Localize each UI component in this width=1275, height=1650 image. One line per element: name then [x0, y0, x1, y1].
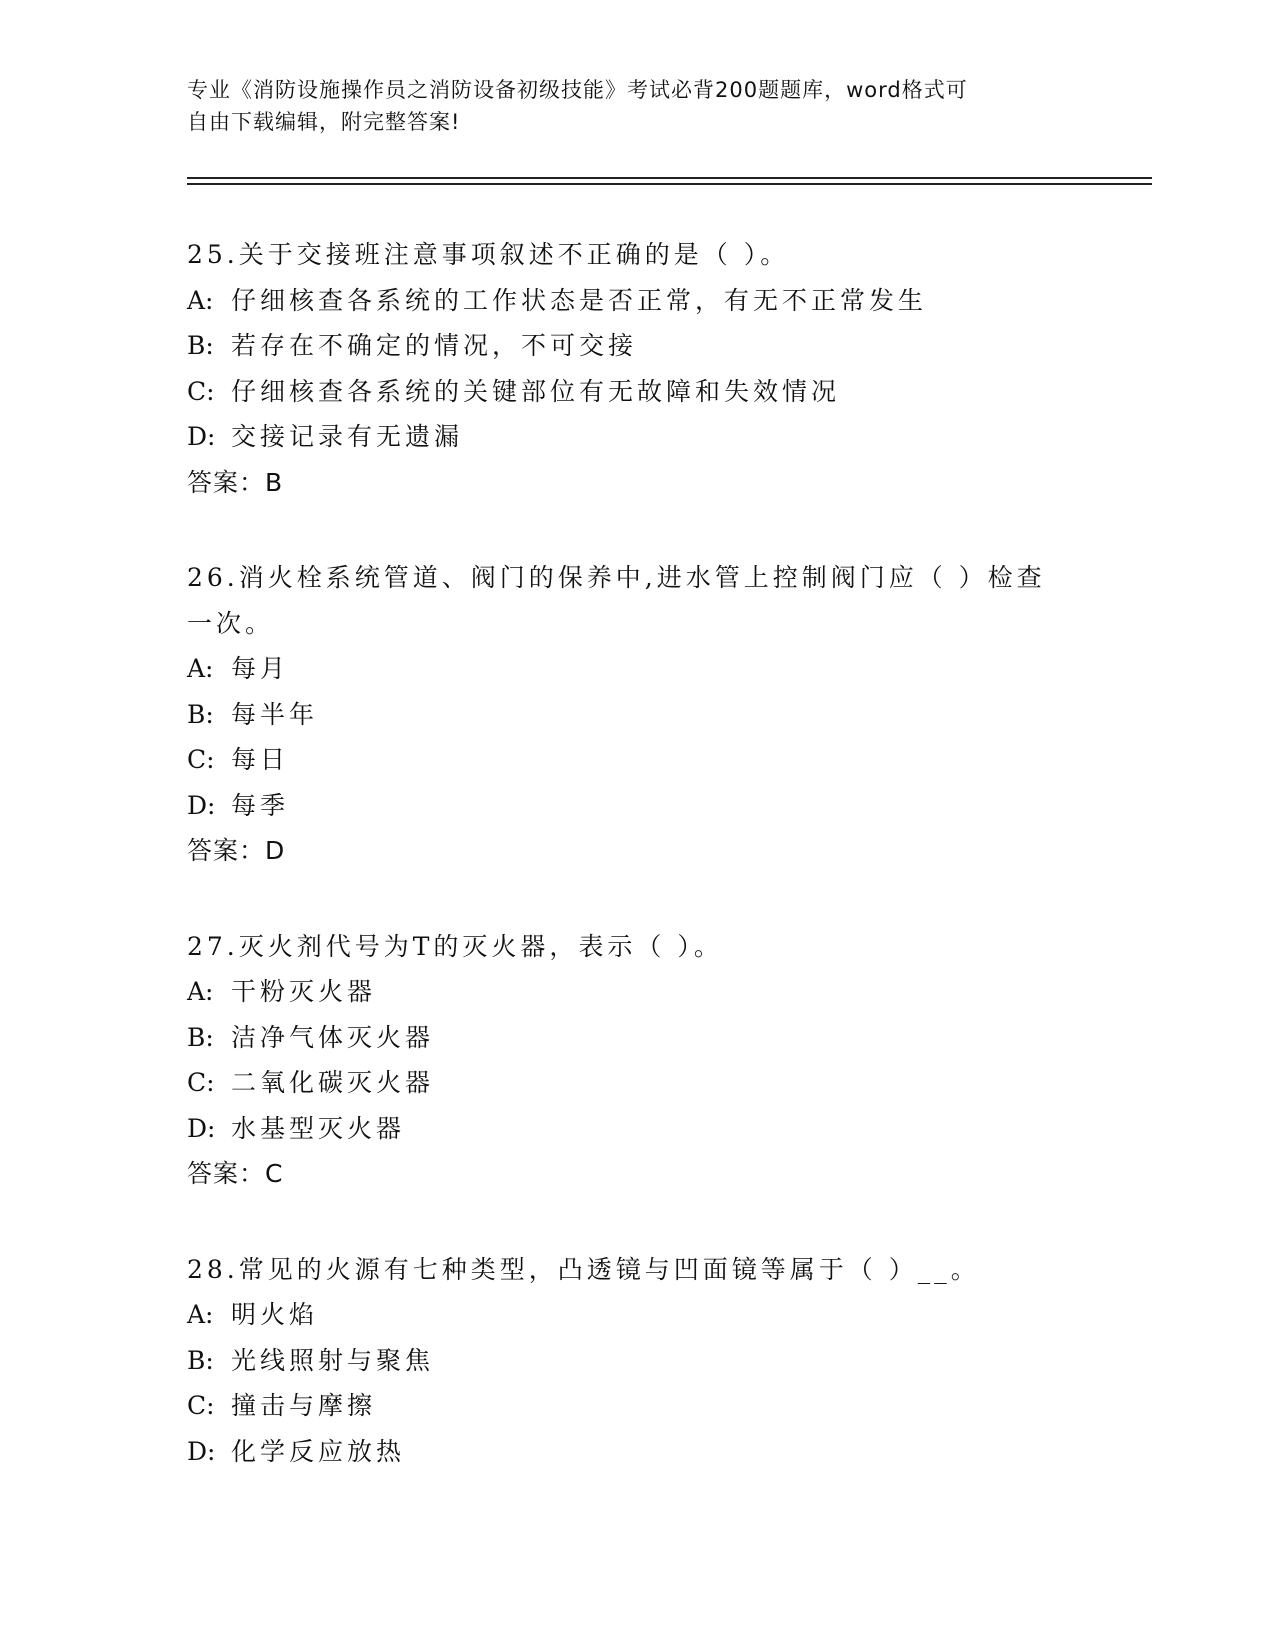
answer-option: [187, 323, 1087, 369]
option-text: 洁净气体灭火器: [231, 1022, 435, 1052]
answer-option: [187, 1383, 1087, 1429]
answer-key: 答案：C: [187, 1159, 284, 1188]
option-letter: D:: [187, 1436, 216, 1466]
answer-option: [187, 414, 1087, 460]
option-text: 撞击与摩擦: [231, 1391, 377, 1420]
option-letter: D:: [187, 790, 216, 820]
answer-option: [187, 1060, 1087, 1106]
answer-key: 答案：D: [187, 836, 286, 865]
question-item: [187, 1247, 1087, 1475]
header-line-2: 自由下载编辑，附完整答案!: [187, 110, 461, 134]
answer-option: [187, 278, 1087, 324]
answer-option: [187, 1292, 1087, 1338]
document-header: [187, 74, 1067, 138]
option-letter: C:: [187, 1391, 215, 1420]
answer-option: [187, 646, 1087, 692]
option-letter: A:: [187, 654, 214, 683]
question-item: [187, 924, 1087, 1197]
option-text: 光线照射与聚焦: [231, 1345, 435, 1375]
option-text: 若存在不确定的情况，不可交接: [231, 331, 638, 360]
answer-option: [187, 783, 1087, 829]
option-letter: D:: [187, 1113, 216, 1143]
header-line-1: 专业《消防设施操作员之消防设备初级技能》考试必背200题题库，word格式可: [187, 78, 968, 102]
option-letter: B:: [187, 1345, 214, 1375]
answer-option: [187, 369, 1087, 415]
option-text: 每半年: [231, 699, 319, 729]
option-letter: C:: [187, 745, 215, 774]
option-letter: B:: [187, 699, 214, 729]
option-text: 二氧化碳灭火器: [231, 1068, 435, 1097]
header-divider-top: [187, 177, 1152, 179]
option-text: 交接记录有无遗漏: [231, 422, 464, 451]
answer-option: [187, 692, 1087, 738]
option-letter: B:: [187, 1022, 214, 1052]
answer-option: [187, 1106, 1087, 1152]
answer-option: [187, 1429, 1087, 1475]
answer-key: 答案：B: [187, 467, 284, 497]
question-stem: 27.灭火剂代号为T的灭火器，表示（ ）。: [187, 931, 723, 961]
option-letter: A:: [187, 977, 214, 1006]
option-text: 明火焰: [231, 1300, 319, 1329]
answer-option: [187, 1015, 1087, 1061]
question-list: [187, 232, 1087, 1524]
option-text: 仔细核查各系统的关键部位有无故障和失效情况: [231, 376, 841, 406]
option-letter: A:: [187, 285, 214, 315]
option-letter: A:: [187, 1300, 214, 1329]
option-text: 水基型灭火器: [231, 1113, 406, 1143]
option-text: 化学反应放热: [231, 1436, 406, 1466]
option-letter: D:: [187, 422, 216, 451]
option-letter: B:: [187, 331, 214, 360]
question-item: [187, 555, 1087, 874]
answer-option: [187, 1338, 1087, 1384]
answer-option: [187, 969, 1087, 1015]
option-letter: C:: [187, 376, 215, 406]
question-stem: 25.关于交接班注意事项叙述不正确的是（ ）。: [187, 240, 790, 269]
header-divider-bottom: [187, 183, 1152, 185]
option-text: 每月: [231, 654, 290, 683]
answer-option: [187, 737, 1087, 783]
question-stem: 28.常见的火源有七种类型，凸透镜与凹面镜等属于（ ）__。: [187, 1254, 980, 1284]
question-item: [187, 232, 1087, 505]
option-letter: C:: [187, 1068, 215, 1097]
question-stem: 一次。: [187, 608, 275, 638]
question-stem: 26.消火栓系统管道、阀门的保养中,进水管上控制阀门应（ ）检查: [187, 563, 1046, 592]
option-text: 每季: [231, 790, 290, 820]
option-text: 仔细核查各系统的工作状态是否正常，有无不正常发生: [231, 285, 928, 315]
option-text: 干粉灭火器: [231, 977, 377, 1006]
option-text: 每日: [231, 745, 290, 774]
